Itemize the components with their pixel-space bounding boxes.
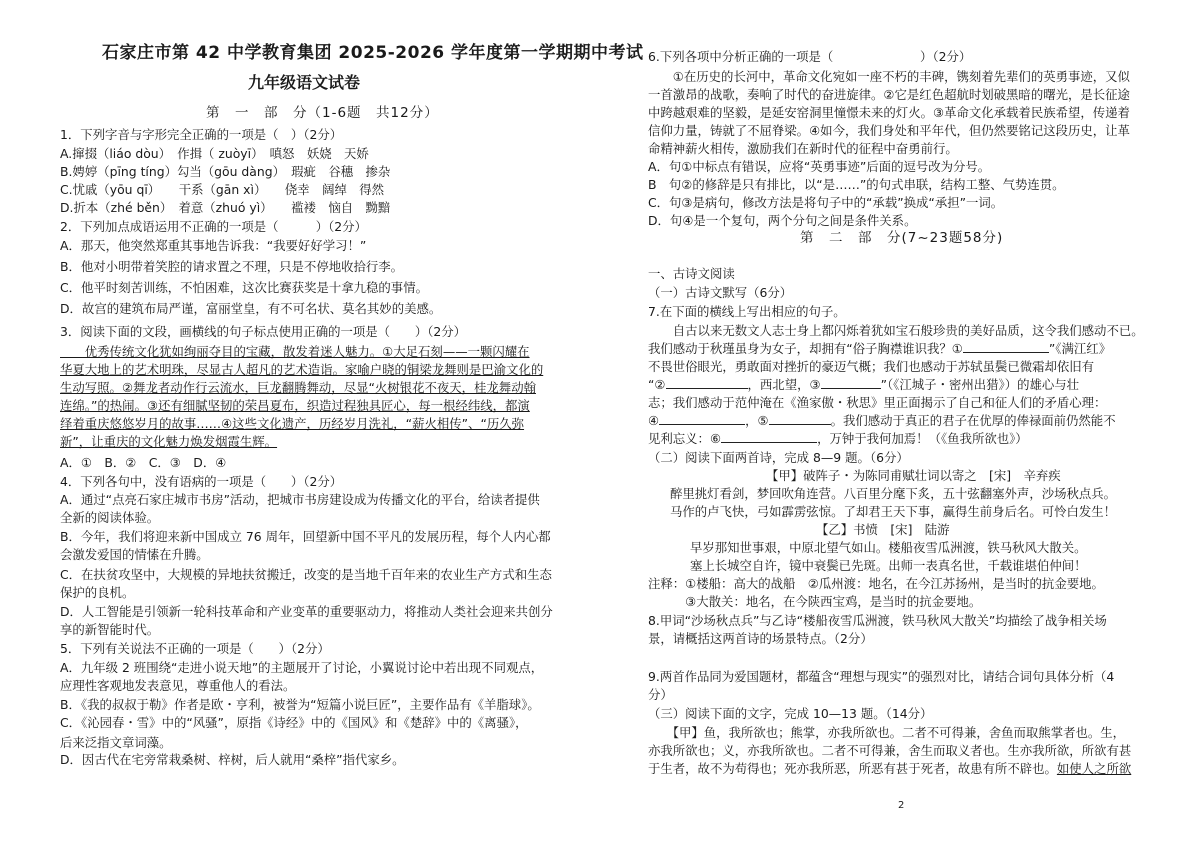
q7-text: ”《满江红》 (1048, 341, 1112, 356)
passage-text: 于生者，故不为苟得也；死亦我所恶，所恶有甚于死者，故患有所不辟也。 (648, 761, 1057, 776)
q7-line: 自古以来无数文人志士身上都闪烁着犹如宝石般珍贵的美好品质，这令我们感动不已。 (648, 323, 1144, 338)
q3-line: 绎着重庆悠悠岁月的故事……④这些文化遗产，历经岁月洗礼，“薪火相传”、“历久弥 (60, 416, 525, 431)
answer-blank-2[interactable] (666, 376, 748, 389)
poem-notes: ③大散关：地名，在今陕西宝鸡，是当时的抗金要地。 (648, 594, 982, 609)
page-number: 2 (898, 800, 905, 811)
q5-line: 5．下列有关说法不正确的一项是（ ）（2分） (60, 641, 330, 656)
q1-line: B.娉婷（pīng tíng）勾当（gōu dàng） 瑕疵 谷穗 掺杂 (60, 164, 391, 179)
q7-line (648, 412, 1116, 430)
q4-line: D．人工智能是引领新一轮科技革命和产业变革的重要驱动力，将推动人类社会迎来共创分 (60, 604, 553, 619)
question-8: 景，请概括这两首诗的场景特点。（2分） (648, 631, 873, 646)
section-poem-reading: （二）阅读下面两首诗，完成 8—9 题。（6分） (648, 450, 909, 465)
passage-jia-line (648, 760, 1131, 778)
answer-blank-4[interactable] (659, 412, 745, 425)
poem-yi-line: 塞上长城空自许，镜中衰鬓已先斑。出师一表真名世，千载谁堪伯仲间！ (690, 558, 1087, 573)
q7-text: “② (648, 377, 666, 392)
question-9: 分） (648, 687, 673, 702)
q6-line: A．句①中标点有错误，应将“英勇事迹”后面的逗号改为分号。 (648, 159, 991, 174)
exam-subtitle: 九年级语文试卷 (248, 73, 361, 92)
poem-notes: 注释：①楼船：高大的战船 ②瓜州渡：地名，在今江苏扬州，是当时的抗金要地。 (648, 576, 1104, 591)
poem-jia-line: 醉里挑灯看剑，梦回吹角连营。八百里分麾下炙，五十弦翻塞外声，沙场秋点兵。 (670, 486, 1117, 501)
q6-line: C．句③是病句，修改方法是将句子中的“承载”换成“承担”一词。 (648, 195, 1004, 210)
passage-underlined-text: 如使人之所欲 (1056, 761, 1132, 776)
q7-text: 。我们感动于真正的君子在优厚的俸禄面前仍然能不 (830, 413, 1116, 428)
q7-text: ，西北望，③ (747, 377, 821, 392)
passage-jia-line: 【甲】鱼，我所欲也；熊掌，亦我所欲也。二者不可得兼，舍鱼而取熊掌者也。生， (648, 725, 1126, 740)
q1-line: 1．下列字音与字形完全正确的一项是（ ）（2分） (60, 127, 343, 142)
q4-line: 全新的阅读体验。 (60, 510, 160, 525)
poem-jia-title: 【甲】破阵子・为陈同甫赋壮词以寄之 [宋] 辛弃疾 (766, 468, 1061, 483)
question-8: 8.甲词“沙场秋点兵”与乙诗“楼船夜雪瓜洲渡，铁马秋风大散关”均描绘了战争相关场 (648, 613, 1107, 628)
q6-line: D．句④是一个复句，两个分句之间是条件关系。 (648, 213, 917, 228)
part-two-heading: 第 二 部 分(7~23题58分) (800, 230, 1004, 246)
poem-yi-title: 【乙】书愤 [宋] 陆游 (816, 522, 950, 537)
section-classical-reading: 一、古诗文阅读 (648, 266, 735, 281)
answer-blank-3[interactable] (821, 376, 881, 389)
q7-text: ，万钟于我何加焉！（《鱼我所欲也》） (817, 431, 1028, 446)
q4-line: A．通过“点亮石家庄城市书房”活动，把城市书房建设成为传播文化的平台，给读者提供 (60, 492, 540, 507)
q1-line: D.折本（zhé běn） 着意（zhuó yì） 褴褛 恼自 黝黯 (60, 200, 391, 215)
q4-line: 保护的良机。 (60, 585, 135, 600)
section-prose-reading: （三）阅读下面的文字，完成 10—13 题。（14分） (648, 706, 933, 721)
q7-line (648, 430, 1028, 448)
poem-jia-line: 马作的卢飞快，弓如霹雳弦惊。了却君王天下事，赢得生前身后名。可怜白发生！ (670, 504, 1117, 519)
q2-line: 2．下列加点成语运用不正确的一项是（ ）（2分） (60, 219, 367, 234)
q3-line: 新”，让重庆的文化魅力焕发烟霞生辉。 (60, 434, 278, 449)
q2-line: B．他对小明带着笑腔的请求置之不理，只是不停地收拾行李。 (60, 259, 404, 274)
q7-text: 我们感动于秋瑾虽身为女子，却拥有“俗子胸襟谁识我？① (648, 341, 963, 356)
q5-line: 应理性客观地发表意见，尊重他人的看法。 (60, 678, 296, 693)
q4-line: 会激发爱国的情愫在升腾。 (60, 547, 209, 562)
q2-line: A．那天，他突然郑重其事地告诉我：“我要好好学习！” (60, 238, 367, 253)
q3-line: A．① B．② C．③ D．④ (60, 455, 227, 470)
q5-line: B．《我的叔叔于勒》作者是欧・亨利，被誉为“短篇小说巨匠”，主要作品有《羊脂球》。 (60, 697, 540, 712)
q7-line (648, 376, 1079, 394)
q3-line: 连绵。”的热闹。③还有细腻坚韧的荣昌夏布，织造过程独具匠心，每一根经纬线，都演 (60, 398, 530, 413)
q7-line: 志；我们感动于范仲淹在《渔家傲・秋思》里正面揭示了自己和征人们的矛盾心理： (648, 395, 1107, 410)
q6-line: ①在历史的长河中，革命文化宛如一座不朽的丰碑，镌刻着先辈们的英勇事迹，又似 (648, 69, 1130, 84)
answer-blank-1[interactable] (963, 340, 1049, 353)
q4-line: C．在扶贫攻坚中，大规模的异地扶贫搬迁，改变的是当地千百年来的农业生产方式和生态 (60, 567, 552, 582)
q7-line: 不畏世俗眼光，勇敢面对挫折的豪迈气概；我们也感动于苏轼虽鬓已微霜却依旧有 (648, 359, 1095, 374)
q6-line: 命精神薪火相传，激励我们在新时代的征程中奋勇前行。 (648, 141, 958, 156)
q5-line: 后来泛指文章词藻。 (60, 735, 172, 750)
exam-title: 石家庄市第 42 中学教育集团 2025-2026 学年度第一学期期中考试 (102, 43, 644, 63)
q1-line: A.撺掇（liáo dòu） 作揖（ zuòyī） 嗔怒 妖娆 天娇 (60, 146, 369, 161)
q5-line: D．因古代在宅旁常栽桑树、梓树，后人就用“桑梓”指代家乡。 (60, 752, 405, 767)
q2-line: C．他平时刻苦训练，不怕困难，这次比赛获奖是十拿九稳的事情。 (60, 280, 428, 295)
q1-line: C.忧戚（yōu qī） 干系（gān xì） 侥幸 阔绰 得然 (60, 182, 385, 197)
q6-line: 一首激昂的战歌，奏响了时代的奋进旋律。②它是红色超航时划破黑暗的曙光，是长征途 (648, 87, 1130, 102)
q3-line: 生动写照。②舞龙者动作行云流水，巨龙翻腾舞动，尽显“火树银花不夜天，桂龙舞动翰 (60, 380, 536, 395)
q3-line: 华夏大地上的艺术明珠，尽显古人超凡的艺术造诣。家喻户晓的铜梁龙舞则是巴渝文化的 (60, 362, 544, 377)
part-one-heading: 第 一 部 分（1-6题 共12分） (206, 105, 439, 121)
q7-text: 见利忘义：⑥ (648, 431, 722, 446)
q6-line: B 句②的修辞是只有排比，以“是……”的句式串联，结构工整、气势连贯。 (648, 177, 1065, 192)
q5-line: C．《沁园春・雪》中的“风骚”，原指《诗经》中的《国风》和《楚辞》中的《离骚》， (60, 715, 528, 730)
answer-blank-6[interactable] (721, 430, 817, 443)
q4-line: B．今年，我们将迎来新中国成立 76 周年，回望新中国不平凡的发展历程，每个人内心都 (60, 529, 551, 544)
poem-yi-line: 早岁那知世事艰，中原北望气如山。楼船夜雪瓜洲渡，铁马秋风大散关。 (690, 540, 1087, 555)
q6-line: 6.下列各项中分析正确的一项是（ ）（2分） (648, 49, 972, 64)
q7-text: ，⑤ (745, 413, 769, 428)
question-9: 9.两首作品同为爱国题材，都蕴含“理想与现实”的强烈对比，请结合词句具体分析（4 (648, 669, 1115, 684)
q4-line: 享的新智能时代。 (60, 622, 160, 637)
question-7: 7.在下面的横线上写出相应的句子。 (648, 304, 846, 319)
q4-line: 4．下列各句中，没有语病的一项是（ ）（2分） (60, 474, 343, 489)
q2-line: D．故宫的建筑布局严谨，富丽堂皇，有不可名状、莫名其妙的美感。 (60, 301, 442, 316)
q5-line: A．九年级 2 班围绕“走进小说天地”的主题展开了讨论，小翼说讨论中若出现不同观点， (60, 660, 544, 675)
q3-line: 优秀传统文化犹如绚丽夺目的宝藏，散发着迷人魅力。①大足石刻——一颗闪耀在 (60, 344, 530, 359)
q7-text: ④ (648, 413, 660, 428)
q3-line: 3．阅读下面的文段，画横线的句子标点使用正确的一项是（ ）（2分） (60, 324, 467, 339)
section-recitation: （一）古诗文默写（6分） (648, 285, 793, 300)
q7-line (648, 340, 1111, 358)
q6-line: 中跨越艰难的坚毅，是延安窑洞里憧憬未来的灯火。③革命文化承载着民族希望，传递着 (648, 105, 1130, 120)
q7-text: ”（《江城子・密州出猎》）的雄心与壮 (880, 377, 1080, 392)
answer-blank-5[interactable] (769, 412, 831, 425)
passage-jia-line: 亦我所欲也；义，亦我所欲也。二者不可得兼，舍生而取义者也。生亦我所欲，所欲有甚 (648, 743, 1132, 758)
q6-line: 信仰力量，铸就了不屈脊梁。④如今，我们身处和平年代，但仍然要铭记这段历史，让革 (648, 123, 1130, 138)
